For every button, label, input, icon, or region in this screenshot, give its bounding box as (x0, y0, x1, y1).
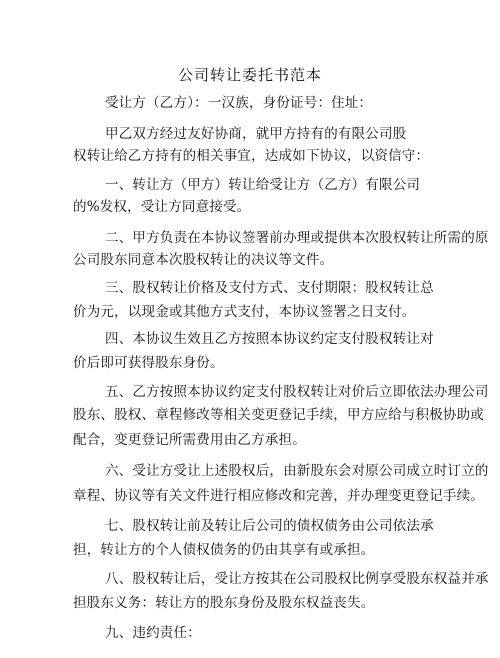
text-line: 三、股权转让价格及支付方式、支付期限：股权转让总 (105, 280, 434, 296)
text-line: 股东、股权、章程修改等相关变更登记手续，甲方应给与积极协助或 (73, 407, 484, 423)
text-line: 四、本协议生效且乙方按照本协议约定支付股权转让对 (105, 331, 434, 347)
text-line: 的%发权，受让方同意接受。 (73, 199, 251, 215)
text-line: 六、受让方受让上述股权后，由新股东会对原公司成立时订立的 (105, 463, 489, 479)
text-line: 章程、协议等有关文件进行相应修改和完善，并办理变更登记手续。 (73, 488, 484, 504)
text-line: 配合，变更登记所需费用由乙方承担。 (73, 432, 306, 448)
text-line: 九、违约责任： (105, 625, 201, 641)
text-line: 受让方（乙方）：一汉族，身份证号：住址： (105, 95, 373, 111)
text-line: 价后即可获得股东身份。 (73, 355, 224, 371)
text-line: 一、转让方（甲方）转让给受让方（乙方）有限公司 (105, 177, 421, 193)
document-title: 公司转让委托书范本 (177, 66, 322, 84)
text-line: 担股东义务：转让方的股东身份及股东权益丧失。 (73, 595, 375, 611)
text-line: 担，转让方的个人债权债务的仍由其享有或承担。 (73, 542, 375, 558)
text-line: 八、股权转让后，受让方按其在公司股权比例享受股东权益并承 (105, 571, 489, 587)
text-line: 七、股权转让前及转让后公司的债权债务由公司依法承 (105, 518, 434, 534)
text-line: 五、乙方按照本协议约定支付股权转让对价后立即依法办理公司 (105, 384, 489, 400)
text-line: 价为元，以现金或其他方式支付，本协议签署之日支付。 (73, 304, 416, 320)
text-line: 二、甲方负责在本协议签署前办理或提供本次股权转让所需的原 (105, 230, 489, 246)
text-line: 甲乙双方经过友好协商，就甲方持有的有限公司股 (105, 126, 407, 142)
text-line: 权转让给乙方持有的相关事宜，达成如下协议，以资信守： (73, 148, 430, 164)
text-line: 公司股东同意本次股权转让的决议等文件。 (73, 252, 334, 268)
